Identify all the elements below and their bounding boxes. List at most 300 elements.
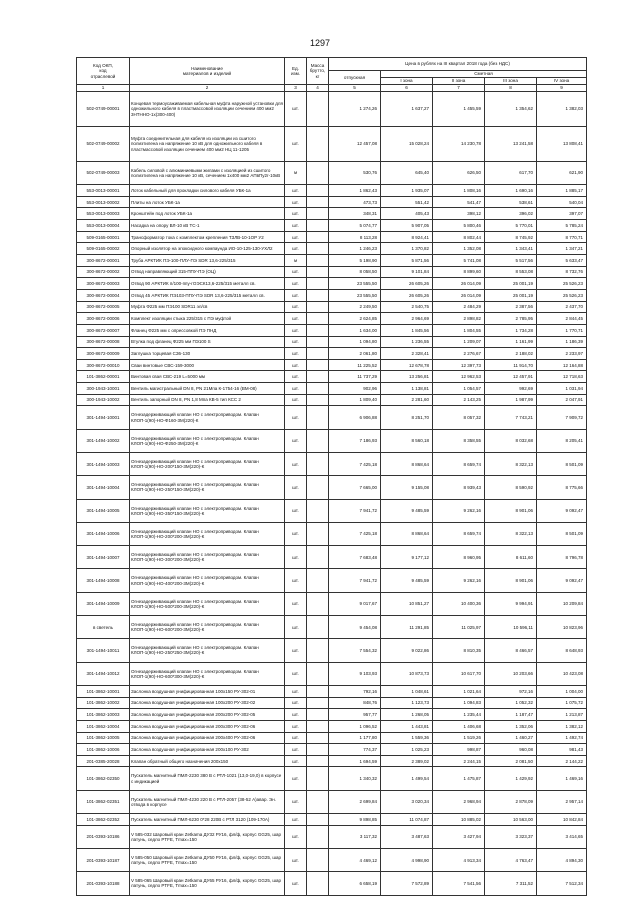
zone-3-price: 13 241,58 bbox=[485, 126, 537, 161]
item-unit: шт. bbox=[285, 301, 307, 313]
zone-4-price: 13 808,41 bbox=[537, 126, 587, 161]
header-zone-3: III зона bbox=[485, 78, 537, 85]
item-name: Пускатель магнитный ПМЛ-2230 380 В с РТЛ-1021 (13,0-19,0) в корпусе с индикацией bbox=[130, 767, 285, 790]
item-code: 502-0749-00003 bbox=[77, 161, 130, 184]
zone-4-price: 1 492,74 bbox=[537, 732, 587, 744]
item-mass bbox=[307, 243, 329, 255]
zone-1-price: 1 123,73 bbox=[381, 697, 433, 709]
zone-2-price: 8 358,55 bbox=[433, 429, 485, 452]
release-price: 9 017,67 bbox=[329, 592, 381, 615]
zone-3-price: 4 763,47 bbox=[485, 848, 537, 871]
item-unit: шт. bbox=[285, 371, 307, 383]
zone-2-price: 8 899,60 bbox=[433, 266, 485, 278]
item-name: Заслонка воздушная унифицированная 200х100 РУ-302 bbox=[130, 744, 285, 756]
release-price: 11 737,29 bbox=[329, 371, 381, 383]
zone-4-price: 9 092,47 bbox=[537, 499, 587, 522]
zone-1-price: 15 028,24 bbox=[381, 126, 433, 161]
zone-4-price: 8 770,71 bbox=[537, 231, 587, 243]
item-mass bbox=[307, 278, 329, 290]
zone-4-price: 2 047,91 bbox=[537, 394, 587, 406]
item-mass bbox=[307, 266, 329, 278]
zone-1-price: 9 101,84 bbox=[381, 266, 433, 278]
zone-3-price: 2 188,02 bbox=[485, 348, 537, 360]
zone-3-price: 8 032,68 bbox=[485, 429, 537, 452]
header-zone-1: I зона bbox=[381, 78, 433, 85]
zone-1-price: 1 443,81 bbox=[381, 720, 433, 732]
item-unit: шт. bbox=[285, 522, 307, 545]
table-row bbox=[77, 289, 587, 301]
item-name: Опорный изолятор на эпоксидного компаунда ИО-10-125-130-УХЛ2 bbox=[130, 243, 285, 255]
zone-3-price: 1 354,62 bbox=[485, 92, 537, 127]
item-unit: шт. bbox=[285, 767, 307, 790]
item-unit: шт. bbox=[285, 348, 307, 360]
column-number: 6 bbox=[381, 85, 433, 92]
item-name: Отвод 90 АРКТИК п/100-ппу-гОЭСК13,6-225/315 металл св. bbox=[130, 278, 285, 290]
item-code: 300-8672-00007 bbox=[77, 324, 130, 336]
zone-1-price: 9 485,59 bbox=[381, 569, 433, 592]
item-name: Плиты на лоток УБК-1а bbox=[130, 196, 285, 208]
table-row bbox=[77, 126, 587, 161]
item-unit: шт. bbox=[285, 848, 307, 871]
item-mass bbox=[307, 196, 329, 208]
item-unit: шт. bbox=[285, 569, 307, 592]
item-mass bbox=[307, 872, 329, 895]
zone-4-price: 1 075,72 bbox=[537, 697, 587, 709]
item-unit: шт. bbox=[285, 243, 307, 255]
zone-3-price: 1 352,06 bbox=[485, 720, 537, 732]
item-name: Огнезадерживающий клапан НО с электроприводом. Клапан КЛОП-1(90)-НО-200*200-3М(220)-К bbox=[130, 522, 285, 545]
item-unit: шт. bbox=[285, 592, 307, 615]
zone-1-price: 2 964,69 bbox=[381, 313, 433, 325]
item-name: Заслонка воздушная унифицированная 200х200 РУ-302-05 bbox=[130, 709, 285, 721]
release-price: 7 941,72 bbox=[329, 499, 381, 522]
table-row bbox=[77, 685, 587, 697]
zone-1-price: 1 268,05 bbox=[381, 709, 433, 721]
zone-3-price: 396,02 bbox=[485, 208, 537, 220]
zone-2-price: 10 885,02 bbox=[433, 814, 485, 826]
zone-2-price: 8 802,44 bbox=[433, 231, 485, 243]
table-row bbox=[77, 301, 587, 313]
item-code: 101-3862-02352 bbox=[77, 814, 130, 826]
zone-3-price: 1 734,28 bbox=[485, 324, 537, 336]
zone-2-price: 12 962,53 bbox=[433, 371, 485, 383]
item-code: 553-0013-00001 bbox=[77, 185, 130, 197]
zone-1-price: 11 291,85 bbox=[381, 616, 433, 639]
zone-4-price: 12 164,88 bbox=[537, 359, 587, 371]
zone-4-price: 981,43 bbox=[537, 744, 587, 756]
release-price: 348,31 bbox=[329, 208, 381, 220]
zone-3-price: 1 429,92 bbox=[485, 767, 537, 790]
item-name: Пускатель магнитный ПМЛ-4230 220 В с РТЛ-2057 (38-52 А)авар. Эн. отвода в корпусе bbox=[130, 790, 285, 813]
item-name: Заслонка воздушная унифицированная 200х300 РУ-302-06 bbox=[130, 720, 285, 732]
zone-2-price: 1 054,57 bbox=[433, 383, 485, 395]
table-row bbox=[77, 383, 587, 395]
item-code: 509-0165-00001 bbox=[77, 231, 130, 243]
page-number: 1297 bbox=[309, 38, 331, 48]
zone-2-price: 9 262,16 bbox=[433, 499, 485, 522]
column-number: 9 bbox=[537, 85, 587, 92]
zone-3-price: 9 994,91 bbox=[485, 592, 537, 615]
zone-3-price: 2 878,09 bbox=[485, 790, 537, 813]
zone-3-price: 8 901,06 bbox=[485, 569, 537, 592]
release-price: 7 425,18 bbox=[329, 452, 381, 475]
zone-1-price: 26 605,26 bbox=[381, 289, 433, 301]
item-unit: шт. bbox=[285, 406, 307, 429]
zone-2-price: 7 541,56 bbox=[433, 872, 485, 895]
release-price: 902,96 bbox=[329, 383, 381, 395]
column-number-row bbox=[77, 85, 587, 92]
item-unit: шт. bbox=[285, 616, 307, 639]
release-price: 1 096,52 bbox=[329, 720, 381, 732]
zone-3-price: 2 387,56 bbox=[485, 301, 537, 313]
zone-4-price: 1 031,94 bbox=[537, 383, 587, 395]
item-mass bbox=[307, 522, 329, 545]
release-price: 1 862,43 bbox=[329, 185, 381, 197]
zone-4-price: 10 209,84 bbox=[537, 592, 587, 615]
table-row bbox=[77, 744, 587, 756]
item-mass bbox=[307, 546, 329, 569]
item-unit: шт. bbox=[285, 452, 307, 475]
zone-2-price: 2 276,67 bbox=[433, 348, 485, 360]
item-unit: шт. bbox=[285, 231, 307, 243]
item-code: 101-3862-10004 bbox=[77, 720, 130, 732]
zone-2-price: 1 804,55 bbox=[433, 324, 485, 336]
zone-3-price: 992,69 bbox=[485, 383, 537, 395]
zone-3-price: 25 001,19 bbox=[485, 289, 537, 301]
item-mass bbox=[307, 126, 329, 161]
zone-4-price: 8 732,76 bbox=[537, 266, 587, 278]
item-code: 509-0165-00002 bbox=[77, 243, 130, 255]
release-price: 23 555,50 bbox=[329, 289, 381, 301]
item-name: Клапан обратный общего назначения 200х150 bbox=[130, 755, 285, 767]
item-mass bbox=[307, 371, 329, 383]
zone-3-price: 10 203,66 bbox=[485, 662, 537, 685]
item-name: Лоток кабельный для прокладки силового кабеля УБК-1а bbox=[130, 185, 285, 197]
table-row bbox=[77, 266, 587, 278]
table-row bbox=[77, 662, 587, 685]
item-name: Насадка на опору ВЛ-10 кВ ТС-1 bbox=[130, 220, 285, 232]
zone-2-price: 26 014,09 bbox=[433, 278, 485, 290]
table-row bbox=[77, 324, 587, 336]
item-name: Огнезадерживающий клапан НО с электроприводом. Клапан КЛОП-1(90)-НО-400*200-3М(220)-К bbox=[130, 569, 285, 592]
zone-1-price: 5 907,05 bbox=[381, 220, 433, 232]
release-price: 473,73 bbox=[329, 196, 381, 208]
zone-1-price: 1 025,23 bbox=[381, 744, 433, 756]
item-code: 201-0393-10188 bbox=[77, 872, 130, 895]
item-unit: шт. bbox=[285, 476, 307, 499]
zone-3-price: 1 052,32 bbox=[485, 697, 537, 709]
zone-4-price: 2 844,45 bbox=[537, 313, 587, 325]
zone-1-price: 551,42 bbox=[381, 196, 433, 208]
zone-1-price: 11 074,87 bbox=[381, 814, 433, 826]
header-zone-4: IV зона bbox=[537, 78, 587, 85]
item-mass bbox=[307, 383, 329, 395]
item-name: Огнезадерживающий клапан НО с электроприводом. Клапан КЛОП-1(90)-НО-Ф160-3М(220)-К bbox=[130, 406, 285, 429]
item-code: 300-8672-00009 bbox=[77, 348, 130, 360]
zone-1-price: 645,40 bbox=[381, 161, 433, 184]
zone-2-price: 1 209,07 bbox=[433, 336, 485, 348]
zone-1-price: 10 873,73 bbox=[381, 662, 433, 685]
release-price: 2 061,80 bbox=[329, 348, 381, 360]
item-unit: шт. bbox=[285, 720, 307, 732]
zone-2-price: 1 094,83 bbox=[433, 697, 485, 709]
item-name: Заслонка воздушная унифицированная 200х400 РУ-302-06 bbox=[130, 732, 285, 744]
item-code: 101-3862-10002 bbox=[77, 697, 130, 709]
item-name: Заглушка торцевая СЗ6-130 bbox=[130, 348, 285, 360]
item-code: 301-1494-10011 bbox=[77, 639, 130, 662]
zone-4-price: 1 186,39 bbox=[537, 336, 587, 348]
item-name: Винтовая свая СВС-219 L=5000 мм bbox=[130, 371, 285, 383]
zone-3-price: 7 743,21 bbox=[485, 406, 537, 429]
item-name: Заслонка воздушная унифицированная 100х200 РУ-302-02 bbox=[130, 697, 285, 709]
item-name: Огнезадерживающий клапан НО с электроприводом. Клапан КЛОП-1(90)-НО-250*150-3М(220)-К bbox=[130, 476, 285, 499]
release-price: 1 809,40 bbox=[329, 394, 381, 406]
item-code: 300-8672-00008 bbox=[77, 336, 130, 348]
release-price: 6 658,19 bbox=[329, 872, 381, 895]
zone-3-price: 8 611,60 bbox=[485, 546, 537, 569]
item-unit: шт. bbox=[285, 185, 307, 197]
release-price: 9 103,93 bbox=[329, 662, 381, 685]
zone-2-price: 5 800,46 bbox=[433, 220, 485, 232]
zone-4-price: 3 414,65 bbox=[537, 825, 587, 848]
item-code: 301-1494-10006 bbox=[77, 522, 130, 545]
item-name: Концевая термоусаживаемая кабельная муфта наружной установки для одножильного кабеля в пластмассовой изоляции сечением 400 мм2 3НТННО-1х(300-400) bbox=[130, 92, 285, 127]
item-mass bbox=[307, 790, 329, 813]
zone-3-price: 3 323,37 bbox=[485, 825, 537, 848]
item-mass bbox=[307, 185, 329, 197]
zone-2-price: 2 968,94 bbox=[433, 790, 485, 813]
item-code: 300-8672-00005 bbox=[77, 301, 130, 313]
item-unit: шт. bbox=[285, 546, 307, 569]
zone-1-price: 1 048,61 bbox=[381, 685, 433, 697]
item-name: Огнезадерживающий клапан НО с электроприводом. Клапан КЛОП-1(90)-НО-600*300-3М(220)-К bbox=[130, 662, 285, 685]
zone-1-price: 1 845,56 bbox=[381, 324, 433, 336]
table-row bbox=[77, 185, 587, 197]
zone-3-price: 538,61 bbox=[485, 196, 537, 208]
table-row bbox=[77, 709, 587, 721]
item-unit: шт. bbox=[285, 639, 307, 662]
zone-3-price: 7 311,52 bbox=[485, 872, 537, 895]
zone-1-price: 10 851,27 bbox=[381, 592, 433, 615]
release-price: 7 941,72 bbox=[329, 569, 381, 592]
item-mass bbox=[307, 348, 329, 360]
zone-1-price: 26 605,26 bbox=[381, 278, 433, 290]
item-mass bbox=[307, 220, 329, 232]
release-price: 12 457,08 bbox=[329, 126, 381, 161]
header-estimate: Сметная bbox=[381, 71, 587, 78]
table-row bbox=[77, 872, 587, 895]
zone-4-price: 10 823,96 bbox=[537, 616, 587, 639]
zone-2-price: 541,47 bbox=[433, 196, 485, 208]
zone-3-price: 617,70 bbox=[485, 161, 537, 184]
item-code: 301-1494-10012 bbox=[77, 662, 130, 685]
zone-2-price: 8 810,35 bbox=[433, 639, 485, 662]
item-name: Муфта Ф225 мм ПЭ100 SDR11 эл/св bbox=[130, 301, 285, 313]
column-number: 8 bbox=[485, 85, 537, 92]
table-row bbox=[77, 720, 587, 732]
item-code: 301-1494-10004 bbox=[77, 476, 130, 499]
zone-3-price: 1 987,99 bbox=[485, 394, 537, 406]
item-unit: шт. bbox=[285, 383, 307, 395]
zone-3-price: 8 553,08 bbox=[485, 266, 537, 278]
column-number: 4 bbox=[307, 85, 329, 92]
column-number: 3 bbox=[285, 85, 307, 92]
release-price: 1 094,80 bbox=[329, 336, 381, 348]
header-release: отпускная bbox=[329, 71, 381, 85]
table-row bbox=[77, 196, 587, 208]
item-code: 101-3862-02351 bbox=[77, 790, 130, 813]
zone-2-price: 11 025,97 bbox=[433, 616, 485, 639]
zone-1-price: 9 485,59 bbox=[381, 499, 433, 522]
table-row bbox=[77, 848, 587, 871]
table-row bbox=[77, 755, 587, 767]
table-row bbox=[77, 825, 587, 848]
item-unit: шт. bbox=[285, 289, 307, 301]
table-row bbox=[77, 208, 587, 220]
zone-3-price: 8 322,13 bbox=[485, 522, 537, 545]
item-mass bbox=[307, 848, 329, 871]
zone-4-price: 8 501,09 bbox=[537, 522, 587, 545]
release-price: 6 906,88 bbox=[329, 406, 381, 429]
item-mass bbox=[307, 825, 329, 848]
item-unit: шт. bbox=[285, 790, 307, 813]
item-mass bbox=[307, 92, 329, 127]
item-code: 300-8672-00001 bbox=[77, 255, 130, 267]
zone-3-price: 2 081,50 bbox=[485, 755, 537, 767]
release-price: 530,76 bbox=[329, 161, 381, 184]
table-row bbox=[77, 255, 587, 267]
item-name: Отвод направляющий 315-ППУ-ПЭ (ОЦ) bbox=[130, 266, 285, 278]
zone-2-price: 8 659,74 bbox=[433, 452, 485, 475]
item-mass bbox=[307, 255, 329, 267]
zone-4-price: 8 648,93 bbox=[537, 639, 587, 662]
item-code: 101-3862-10006 bbox=[77, 744, 130, 756]
zone-1-price: 4 998,90 bbox=[381, 848, 433, 871]
table-row bbox=[77, 394, 587, 406]
zone-1-price: 1 236,55 bbox=[381, 336, 433, 348]
zone-4-price: 25 526,23 bbox=[537, 289, 587, 301]
item-code: 553-0013-00004 bbox=[77, 220, 130, 232]
zone-2-price: 1 352,08 bbox=[433, 243, 485, 255]
table-row bbox=[77, 359, 587, 371]
table-row bbox=[77, 697, 587, 709]
release-price: 957,77 bbox=[329, 709, 381, 721]
item-unit: м bbox=[285, 255, 307, 267]
release-price: 1 694,59 bbox=[329, 755, 381, 767]
item-code: 553-0013-00002 bbox=[77, 196, 130, 208]
item-code: 300-8672-00002 bbox=[77, 266, 130, 278]
item-mass bbox=[307, 814, 329, 826]
release-price: 5 198,90 bbox=[329, 255, 381, 267]
release-price: 11 225,52 bbox=[329, 359, 381, 371]
zone-4-price: 5 785,24 bbox=[537, 220, 587, 232]
item-code: 301-1494-10002 bbox=[77, 429, 130, 452]
item-name: V 585-050 Шаровый кран Zetkama ДУ50 РУ16, фл/ф, корпус GG25, шар латунь, седло PTFE, Tmax=150 bbox=[130, 848, 285, 871]
column-number: 5 bbox=[329, 85, 381, 92]
release-price: 7 554,32 bbox=[329, 639, 381, 662]
item-name: Отвод 45 АРКТИК ПЭ103-ППУ-ПЭ SDR 13,6-225/315 металл св. bbox=[130, 289, 285, 301]
table-row bbox=[77, 592, 587, 615]
item-mass bbox=[307, 429, 329, 452]
zone-4-price: 1 469,16 bbox=[537, 767, 587, 790]
item-mass bbox=[307, 685, 329, 697]
release-price: 8 058,50 bbox=[329, 266, 381, 278]
zone-4-price: 25 526,23 bbox=[537, 278, 587, 290]
item-name: Трансформатор тока с комплектом крепления ТЗЛВ-10-1ОР У2 bbox=[130, 231, 285, 243]
zone-2-price: 998,87 bbox=[433, 744, 485, 756]
zone-4-price: 1 004,00 bbox=[537, 685, 587, 697]
table-row bbox=[77, 278, 587, 290]
release-price: 2 249,50 bbox=[329, 301, 381, 313]
table-row bbox=[77, 231, 587, 243]
zone-1-price: 5 871,56 bbox=[381, 255, 433, 267]
item-code: 301-1494-10009 bbox=[77, 592, 130, 615]
column-number: 7 bbox=[433, 85, 485, 92]
table-row bbox=[77, 732, 587, 744]
table-row bbox=[77, 616, 587, 639]
item-name: Сваи винтовые СВС-159-3000 bbox=[130, 359, 285, 371]
item-name: V 585-032 Шаровый кран Zetkama ДУ32 РУ16, фл/ф, корпус GG25, шар латунь, седло PTFE, Tmax=150 bbox=[130, 825, 285, 848]
zone-1-price: 3 487,63 bbox=[381, 825, 433, 848]
item-mass bbox=[307, 289, 329, 301]
table-row bbox=[77, 429, 587, 452]
zone-3-price: 1 460,27 bbox=[485, 732, 537, 744]
table-row bbox=[77, 220, 587, 232]
item-unit: шт. bbox=[285, 825, 307, 848]
table-row bbox=[77, 406, 587, 429]
zone-3-price: 8 590,92 bbox=[485, 476, 537, 499]
zone-4-price: 2 144,22 bbox=[537, 755, 587, 767]
zone-4-price: 540,04 bbox=[537, 196, 587, 208]
item-unit: шт. bbox=[285, 126, 307, 161]
table-row bbox=[77, 452, 587, 475]
zone-1-price: 2 328,41 bbox=[381, 348, 433, 360]
zone-4-price: 7 512,34 bbox=[537, 872, 587, 895]
release-price: 5 074,77 bbox=[329, 220, 381, 232]
zone-3-price: 1 161,99 bbox=[485, 336, 537, 348]
zone-2-price: 12 397,73 bbox=[433, 359, 485, 371]
zone-1-price: 8 251,70 bbox=[381, 406, 433, 429]
table-row bbox=[77, 336, 587, 348]
item-mass bbox=[307, 301, 329, 313]
item-mass bbox=[307, 592, 329, 615]
item-mass bbox=[307, 452, 329, 475]
item-code: 300-8672-00003 bbox=[77, 278, 130, 290]
item-mass bbox=[307, 639, 329, 662]
item-mass bbox=[307, 569, 329, 592]
zone-1-price: 9 177,12 bbox=[381, 546, 433, 569]
zone-1-price: 1 559,36 bbox=[381, 732, 433, 744]
item-name: Кронштейн под лоток УБК-1а bbox=[130, 208, 285, 220]
item-mass bbox=[307, 732, 329, 744]
item-code: 300-1943-10001 bbox=[77, 383, 130, 395]
item-unit: шт. bbox=[285, 872, 307, 895]
zone-1-price: 3 020,34 bbox=[381, 790, 433, 813]
item-mass bbox=[307, 744, 329, 756]
item-unit: шт. bbox=[285, 220, 307, 232]
item-unit: шт. bbox=[285, 336, 307, 348]
item-name: Огнезадерживающий клапан НО с электроприводом. Клапан КЛОП-1(90)-НО-200*150-3М(220)-К bbox=[130, 452, 285, 475]
zone-2-price: 1 519,26 bbox=[433, 732, 485, 744]
zone-4-price: 1 885,17 bbox=[537, 185, 587, 197]
item-code: 502-0749-00002 bbox=[77, 126, 130, 161]
zone-4-price: 8 775,66 bbox=[537, 476, 587, 499]
item-mass bbox=[307, 476, 329, 499]
item-name: Огнезадерживающий клапан НО с электроприводом. Клапан КЛОП-1(90)-НО-300*200-3М(220)-К bbox=[130, 546, 285, 569]
item-code: 300-8672-00004 bbox=[77, 289, 130, 301]
item-name: Пускатель магнитный ПМЛ-6230 0*28 220В с РТЛ 3120 (109-170А) bbox=[130, 814, 285, 826]
zone-4-price: 1 213,87 bbox=[537, 709, 587, 721]
